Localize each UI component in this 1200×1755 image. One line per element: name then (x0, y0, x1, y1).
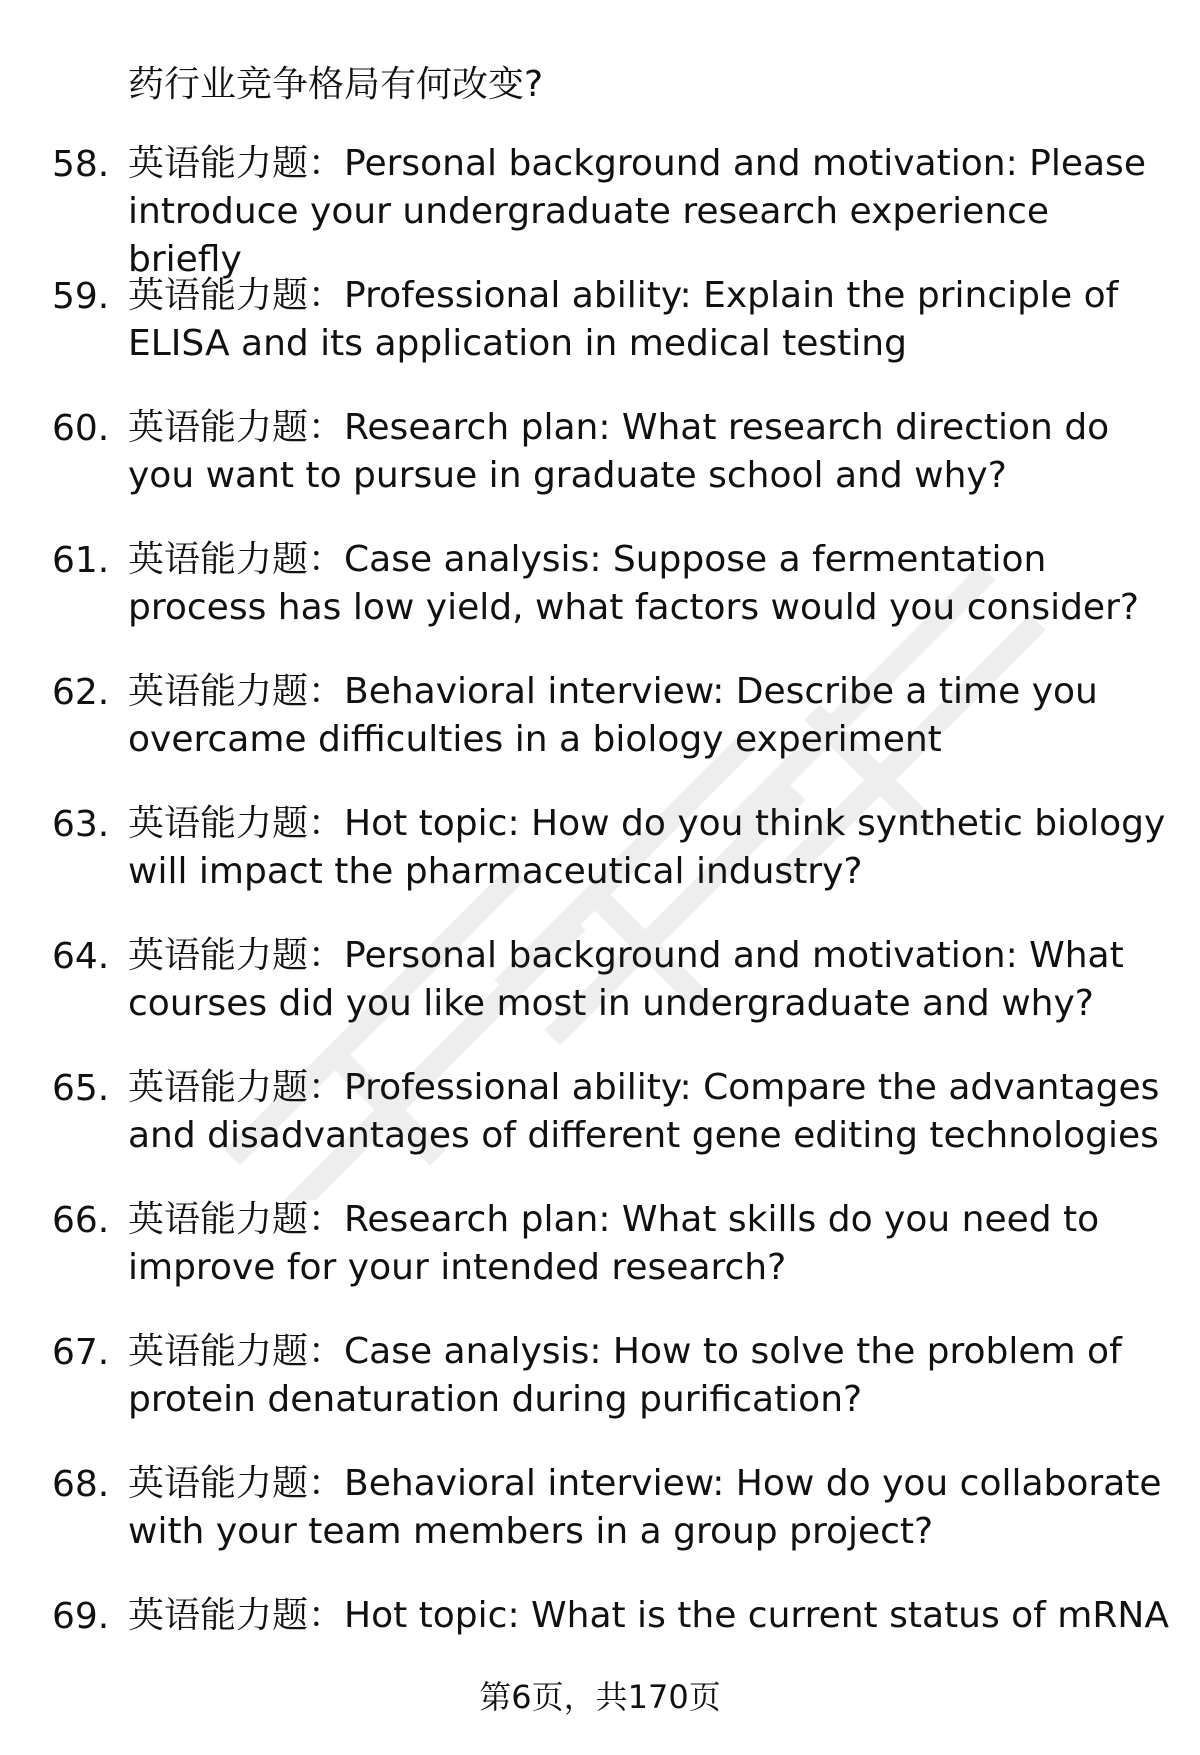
question-number: 66. (52, 1200, 110, 1241)
list-item (0, 536, 1200, 668)
list-item (0, 1064, 1200, 1196)
question-body: Case analysis: Suppose a fermentation process has low yield, what factors would you consider? (128, 539, 1139, 628)
question-text (128, 1196, 1170, 1292)
list-item (0, 140, 1200, 280)
question-number: 68. (52, 1464, 110, 1505)
list-item (0, 668, 1200, 800)
question-body: Case analysis: How to solve the problem of protein denaturation during purification? (128, 1331, 1122, 1420)
question-text (128, 800, 1170, 896)
question-category: 英语能力题： (128, 1067, 345, 1108)
question-category: 英语能力题： (128, 1595, 345, 1636)
question-number: 69. (52, 1596, 110, 1637)
question-category: 英语能力题： (128, 803, 345, 844)
question-text (128, 272, 1170, 368)
question-body: Professional ability: Explain the principle of ELISA and its application in medical testing (128, 275, 1119, 364)
question-category: 英语能力题： (128, 539, 345, 580)
question-text (128, 404, 1170, 500)
question-category: 英语能力题： (128, 275, 345, 316)
question-number: 60. (52, 408, 110, 449)
question-text (128, 1592, 1170, 1640)
question-text (128, 932, 1170, 1028)
continued-question-text: 药行业竞争格局有何改变? (128, 64, 544, 105)
question-category: 英语能力题： (128, 1331, 345, 1372)
question-list (0, 140, 1200, 1724)
question-number: 64. (52, 936, 110, 977)
list-item (0, 800, 1200, 932)
question-text (128, 536, 1170, 632)
list-item (0, 1328, 1200, 1460)
question-body: Professional ability: Compare the advantages and disadvantages of different gene editing technologies (128, 1067, 1160, 1156)
question-body: Hot topic: How do you think synthetic biology will impact the pharmaceutical industry? (128, 803, 1166, 892)
question-category: 英语能力题： (128, 1463, 345, 1504)
question-category: 英语能力题： (128, 407, 345, 448)
question-body: Research plan: What skills do you need to improve for your intended research? (128, 1199, 1100, 1288)
question-number: 65. (52, 1068, 110, 1109)
question-body: Hot topic: What is the current status of mRNA (344, 1595, 1169, 1636)
question-category: 英语能力题： (128, 143, 345, 184)
question-category: 英语能力题： (128, 1199, 345, 1240)
question-body: Behavioral interview: How do you collaborate with your team members in a group project? (128, 1463, 1162, 1552)
question-category: 英语能力题： (128, 935, 345, 976)
question-body: Personal background and motivation: Please introduce your undergraduate research experience briefly (128, 143, 1146, 280)
question-number: 58. (52, 144, 110, 185)
question-category: 英语能力题： (128, 671, 345, 712)
question-text (128, 1064, 1170, 1160)
question-text (128, 1328, 1170, 1424)
page-footer: 第6页，共170页 (479, 1678, 721, 1716)
question-number: 62. (52, 672, 110, 713)
question-text (128, 140, 1170, 284)
question-number: 61. (52, 540, 110, 581)
question-body: Research plan: What research direction do you want to pursue in graduate school and why? (128, 407, 1110, 496)
question-text (128, 668, 1170, 764)
list-item (0, 1196, 1200, 1328)
question-number: 67. (52, 1332, 110, 1373)
question-text (128, 1460, 1170, 1556)
question-body: Personal background and motivation: What courses did you like most in undergraduate and why? (128, 935, 1124, 1024)
question-body: Behavioral interview: Describe a time you overcame difficulties in a biology experiment (128, 671, 1098, 760)
question-number: 59. (52, 276, 110, 317)
question-number: 63. (52, 804, 110, 845)
list-item (0, 1460, 1200, 1592)
list-item (0, 932, 1200, 1064)
list-item (0, 404, 1200, 536)
list-item (0, 272, 1200, 404)
